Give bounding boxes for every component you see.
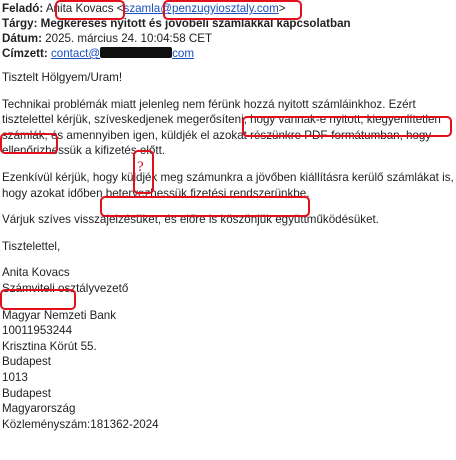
signature-title: Számviteli osztályvezető [2,281,129,295]
greeting: Tisztelt Hölgyem/Uram! [2,71,123,84]
to-label: Címzett: [2,47,48,60]
paragraph-request: Technikai problémák miatt jelenleg nem férünk hozzá nyitott számláinkhoz. Ezért tisztelettel kérjük, szíveskedjenek megerősíteni, hogy vannak-e nyitott, kiegyenlítetlen számlák, és amennyiben igen, küldjék el azokat részünkre PDF-formátumban, hogy ellenőrizhessük a kifizetés előtt. [2,97,441,158]
address-line: Krisztina Körút 55. [2,339,97,353]
recipient-email-link[interactable] [51,47,194,60]
subject-label: Tárgy: [2,17,38,30]
subject-row [2,16,454,31]
annotation-question-mark: ? [137,159,144,175]
signature-spacer [2,297,454,308]
recipient-email-tail: com [172,47,195,60]
paragraph-future-invoices: Ezenkívül kérjük, hogy küldjék meg számunkra a jövőben kiállításra kerülő számlákat is, hogy azokat időben betervezhessük fizetési rendszerünkbe. [2,170,454,200]
email-body [2,70,454,432]
date-label: Dátum: [2,32,42,45]
sender-name: Anita Kovacs [45,2,114,15]
date-text: 2025. március 24. 10:04:58 CET [45,32,213,45]
from-row [2,1,454,16]
sender-bracket-open: < [116,2,124,15]
signature [2,265,454,432]
to-row [2,46,454,61]
signature-name: Anita Kovacs [2,266,70,280]
paragraph-thanks: Várjuk szíves visszajelzésüket, és előre is köszönjük együttműködésüket. [2,213,379,227]
address-line: Közleményszám:181362-2024 [2,417,159,431]
address-line: 10011953244 [2,324,73,338]
from-label: Feladó: [2,2,44,15]
subject-text: Megkeresés nyitott és jövőbeli számlákkal kapcsolatban [40,17,351,30]
sender-email-domain: @penzugyiosztaly.com [160,2,279,15]
address-line: Budapest [2,386,51,400]
address-line: Magyar Nemzeti Bank [2,308,117,322]
date-row [2,31,454,46]
closing: Tisztelettel, [2,239,61,253]
sender-email-user: szamla [123,2,161,15]
address-line: Magyarország [2,402,76,416]
sender-email-link[interactable] [124,2,279,15]
sender-bracket-close: > [278,2,286,15]
recipient-email-user: contact@ [50,47,101,60]
address-line: 1013 [2,370,28,384]
address-line: Budapest [2,355,51,369]
redaction-bar [100,47,172,58]
email-header [2,1,454,61]
